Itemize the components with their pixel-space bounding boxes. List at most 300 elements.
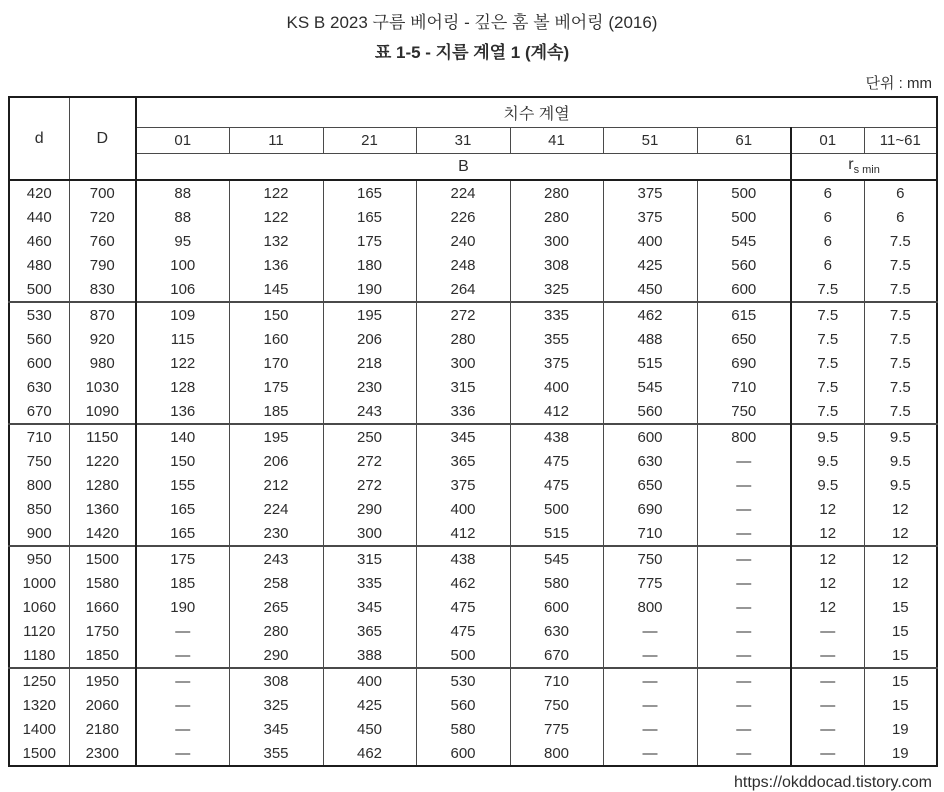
cell: 615 [697, 302, 791, 327]
cell: 132 [229, 229, 323, 253]
cell: 650 [603, 473, 697, 497]
cell: 315 [416, 375, 510, 399]
cell: 7.5 [791, 327, 864, 351]
cell: 6 [791, 229, 864, 253]
cell: — [136, 668, 229, 693]
table-row [9, 449, 937, 473]
rs-col-11-61: 11~61 [864, 128, 937, 154]
cell: 710 [9, 424, 69, 449]
cell: 850 [9, 497, 69, 521]
cell: 290 [229, 643, 323, 668]
cell: 750 [697, 399, 791, 424]
cell: 15 [864, 693, 937, 717]
cell: 800 [603, 595, 697, 619]
cell: — [603, 717, 697, 741]
cell: 1660 [69, 595, 136, 619]
cell: 19 [864, 741, 937, 766]
table-title: 표 1-5 - 지름 계열 1 (계속) [374, 43, 570, 62]
cell: 400 [510, 375, 603, 399]
cell: 300 [323, 521, 416, 546]
cell: 7.5 [864, 229, 937, 253]
cell: 700 [69, 180, 136, 205]
cell: 272 [416, 302, 510, 327]
cell: 355 [510, 327, 603, 351]
cell: 345 [323, 595, 416, 619]
cell: 218 [323, 351, 416, 375]
cell: — [136, 693, 229, 717]
cell: 710 [510, 668, 603, 693]
cell: 155 [136, 473, 229, 497]
cell: 775 [603, 571, 697, 595]
series-col-61: 61 [697, 128, 791, 154]
cell: 2300 [69, 741, 136, 766]
cell: 388 [323, 643, 416, 668]
cell: 1250 [9, 668, 69, 693]
cell: 1180 [9, 643, 69, 668]
bearing-dimension-table [8, 96, 938, 767]
cell: 545 [603, 375, 697, 399]
cell: 19 [864, 717, 937, 741]
cell: 560 [416, 693, 510, 717]
cell: 335 [510, 302, 603, 327]
cell: 122 [229, 205, 323, 229]
cell: 438 [510, 424, 603, 449]
cell: 206 [229, 449, 323, 473]
series-col-01: 01 [136, 128, 229, 154]
cell: 600 [9, 351, 69, 375]
cell: 580 [416, 717, 510, 741]
cell: 195 [323, 302, 416, 327]
cell: — [791, 643, 864, 668]
cell: — [697, 473, 791, 497]
source-link[interactable]: https://okddocad.tistory.com [733, 774, 932, 791]
cell: 7.5 [791, 399, 864, 424]
cell: 145 [229, 277, 323, 302]
cell: 272 [323, 473, 416, 497]
cell: 88 [136, 205, 229, 229]
table-row [9, 595, 937, 619]
cell: 230 [229, 521, 323, 546]
cell: 15 [864, 595, 937, 619]
cell: 150 [136, 449, 229, 473]
cell: 375 [603, 180, 697, 205]
cell: — [697, 717, 791, 741]
table-row [9, 302, 937, 327]
cell: 9.5 [791, 449, 864, 473]
cell: 150 [229, 302, 323, 327]
cell: 545 [510, 546, 603, 571]
cell: 530 [9, 302, 69, 327]
cell: 290 [323, 497, 416, 521]
cell: 185 [229, 399, 323, 424]
cell: — [603, 693, 697, 717]
cell: 7.5 [791, 351, 864, 375]
cell: — [791, 741, 864, 766]
cell: 6 [864, 180, 937, 205]
table-row [9, 546, 937, 571]
cell: 462 [416, 571, 510, 595]
cell: 12 [791, 521, 864, 546]
cell: 240 [416, 229, 510, 253]
cell: 750 [9, 449, 69, 473]
series-col-21: 21 [323, 128, 416, 154]
table-row [9, 375, 937, 399]
cell: 1220 [69, 449, 136, 473]
cell: 280 [510, 180, 603, 205]
cell: 462 [323, 741, 416, 766]
cell: 315 [323, 546, 416, 571]
table-row [9, 643, 937, 668]
cell: 600 [416, 741, 510, 766]
cell: 460 [9, 229, 69, 253]
cell: 1950 [69, 668, 136, 693]
cell: 670 [510, 643, 603, 668]
cell: 12 [864, 571, 937, 595]
cell: 690 [697, 351, 791, 375]
cell: 790 [69, 253, 136, 277]
cell: 122 [136, 351, 229, 375]
cell: 1500 [9, 741, 69, 766]
cell: 185 [136, 571, 229, 595]
table-row [9, 399, 937, 424]
width-header-B: B [136, 154, 791, 181]
cell: — [603, 741, 697, 766]
cell: — [697, 571, 791, 595]
cell: — [697, 497, 791, 521]
cell: — [791, 717, 864, 741]
cell: 375 [603, 205, 697, 229]
table-row [9, 424, 937, 449]
cell: 775 [510, 717, 603, 741]
rs-symbol: r [848, 156, 854, 174]
cell: 243 [229, 546, 323, 571]
cell: 325 [510, 277, 603, 302]
cell: 475 [510, 449, 603, 473]
cell: 12 [864, 546, 937, 571]
cell: 12 [791, 571, 864, 595]
cell: 2060 [69, 693, 136, 717]
cell: 1580 [69, 571, 136, 595]
table-row [9, 253, 937, 277]
cell: 190 [323, 277, 416, 302]
cell: 690 [603, 497, 697, 521]
cell: 12 [864, 521, 937, 546]
cell: 515 [603, 351, 697, 375]
cell: 1500 [69, 546, 136, 571]
cell: 15 [864, 619, 937, 643]
table-row [9, 327, 937, 351]
unit-label: 단위 : mm [865, 75, 932, 92]
cell: 400 [603, 229, 697, 253]
cell: 600 [603, 424, 697, 449]
cell: 500 [697, 180, 791, 205]
cell: 425 [323, 693, 416, 717]
cell: 300 [416, 351, 510, 375]
cell: 7.5 [864, 302, 937, 327]
cell: — [136, 741, 229, 766]
cell: 336 [416, 399, 510, 424]
cell: — [136, 619, 229, 643]
cell: 1320 [9, 693, 69, 717]
cell: 630 [603, 449, 697, 473]
cell: 1030 [69, 375, 136, 399]
cell: 600 [697, 277, 791, 302]
cell: 980 [69, 351, 136, 375]
cell: 670 [9, 399, 69, 424]
cell: 280 [416, 327, 510, 351]
cell: 1750 [69, 619, 136, 643]
table-row [9, 229, 937, 253]
cell: 224 [416, 180, 510, 205]
cell: — [603, 643, 697, 668]
cell: 265 [229, 595, 323, 619]
cell: 560 [9, 327, 69, 351]
cell: 6 [791, 253, 864, 277]
cell: 7.5 [864, 253, 937, 277]
series-col-41: 41 [510, 128, 603, 154]
cell: 308 [229, 668, 323, 693]
cell: 710 [603, 521, 697, 546]
cell: 272 [323, 449, 416, 473]
cell: 165 [323, 205, 416, 229]
table-row [9, 741, 937, 766]
cell: 500 [697, 205, 791, 229]
cell: 375 [510, 351, 603, 375]
cell: 475 [510, 473, 603, 497]
table-row [9, 205, 937, 229]
cell: 580 [510, 571, 603, 595]
cell: 750 [603, 546, 697, 571]
cell: 500 [9, 277, 69, 302]
cell: 355 [229, 741, 323, 766]
cell: — [136, 643, 229, 668]
cell: 560 [697, 253, 791, 277]
cell: 560 [603, 399, 697, 424]
table-row [9, 668, 937, 693]
cell: 15 [864, 668, 937, 693]
cell: — [697, 643, 791, 668]
table-row [9, 717, 937, 741]
table-row [9, 351, 937, 375]
cell: 175 [323, 229, 416, 253]
cell: 500 [510, 497, 603, 521]
cell: — [697, 595, 791, 619]
cell: 600 [510, 595, 603, 619]
cell: 462 [603, 302, 697, 327]
cell: 15 [864, 643, 937, 668]
cell: 12 [864, 497, 937, 521]
cell: 122 [229, 180, 323, 205]
cell: 750 [510, 693, 603, 717]
cell: 100 [136, 253, 229, 277]
cell: 720 [69, 205, 136, 229]
rs-subscript: s min [853, 164, 880, 177]
cell: 530 [416, 668, 510, 693]
cell: 258 [229, 571, 323, 595]
cell: 212 [229, 473, 323, 497]
cell: 6 [864, 205, 937, 229]
cell: 900 [9, 521, 69, 546]
cell: 243 [323, 399, 416, 424]
cell: 475 [416, 619, 510, 643]
cell: 165 [323, 180, 416, 205]
cell: 488 [603, 327, 697, 351]
cell: 9.5 [864, 424, 937, 449]
cell: 1400 [9, 717, 69, 741]
cell: 9.5 [791, 424, 864, 449]
table-row [9, 497, 937, 521]
table-row [9, 180, 937, 205]
cell: 345 [416, 424, 510, 449]
cell: — [697, 619, 791, 643]
cell: 950 [9, 546, 69, 571]
table-row [9, 693, 937, 717]
cell: 9.5 [791, 473, 864, 497]
cell: 230 [323, 375, 416, 399]
cell: 175 [136, 546, 229, 571]
cell: 224 [229, 497, 323, 521]
cell: 180 [323, 253, 416, 277]
cell: — [791, 619, 864, 643]
cell: 7.5 [864, 399, 937, 424]
cell: 412 [416, 521, 510, 546]
table-row [9, 473, 937, 497]
cell: 6 [791, 180, 864, 205]
dimension-series-header: 치수 계열 [136, 97, 937, 128]
cell: 450 [323, 717, 416, 741]
cell: 248 [416, 253, 510, 277]
cell: 2180 [69, 717, 136, 741]
cell: — [697, 693, 791, 717]
cell: 165 [136, 521, 229, 546]
cell: 1000 [9, 571, 69, 595]
cell: 7.5 [791, 302, 864, 327]
cell: 412 [510, 399, 603, 424]
cell: — [136, 717, 229, 741]
cell: 650 [697, 327, 791, 351]
table-row [9, 571, 937, 595]
series-col-11: 11 [229, 128, 323, 154]
cell: 195 [229, 424, 323, 449]
series-col-31: 31 [416, 128, 510, 154]
cell: 450 [603, 277, 697, 302]
cell: 515 [510, 521, 603, 546]
cell: — [697, 449, 791, 473]
cell: 264 [416, 277, 510, 302]
cell: 160 [229, 327, 323, 351]
cell: 95 [136, 229, 229, 253]
cell: 7.5 [864, 327, 937, 351]
cell: 280 [510, 205, 603, 229]
cell: 830 [69, 277, 136, 302]
cell: 12 [791, 595, 864, 619]
cell: 12 [791, 497, 864, 521]
cell: 136 [229, 253, 323, 277]
cell: 165 [136, 497, 229, 521]
cell: 175 [229, 375, 323, 399]
cell: 760 [69, 229, 136, 253]
cell: 9.5 [864, 449, 937, 473]
cell: 190 [136, 595, 229, 619]
cell: 1090 [69, 399, 136, 424]
cell: — [791, 668, 864, 693]
cell: 325 [229, 693, 323, 717]
cell: 375 [416, 473, 510, 497]
cell: 870 [69, 302, 136, 327]
cell: 475 [416, 595, 510, 619]
document-page [0, 8, 944, 792]
cell: 7.5 [864, 351, 937, 375]
cell: — [697, 521, 791, 546]
cell: 128 [136, 375, 229, 399]
cell: 500 [416, 643, 510, 668]
cell: 300 [510, 229, 603, 253]
cell: 920 [69, 327, 136, 351]
cell: 109 [136, 302, 229, 327]
cell: 545 [697, 229, 791, 253]
cell: 800 [9, 473, 69, 497]
cell: 365 [416, 449, 510, 473]
cell: 1060 [9, 595, 69, 619]
cell: 1360 [69, 497, 136, 521]
cell: — [603, 619, 697, 643]
rs-col-01: 01 [791, 128, 864, 154]
cell: 800 [697, 424, 791, 449]
cell: 480 [9, 253, 69, 277]
cell: 800 [510, 741, 603, 766]
table-row [9, 619, 937, 643]
cell: 1120 [9, 619, 69, 643]
table-row [9, 521, 937, 546]
rs-min-header [791, 154, 937, 181]
cell: 345 [229, 717, 323, 741]
cell: 308 [510, 253, 603, 277]
cell: 425 [603, 253, 697, 277]
cell: 106 [136, 277, 229, 302]
document-title: KS B 2023 구름 베어링 - 깊은 홈 볼 베어링 (2016) [286, 13, 658, 32]
cell: 420 [9, 180, 69, 205]
cell: 140 [136, 424, 229, 449]
cell: 136 [136, 399, 229, 424]
cell: 710 [697, 375, 791, 399]
cell: 88 [136, 180, 229, 205]
table-row [9, 277, 937, 302]
cell: 12 [791, 546, 864, 571]
cell: 1420 [69, 521, 136, 546]
cell: 440 [9, 205, 69, 229]
cell: — [791, 693, 864, 717]
cell: 250 [323, 424, 416, 449]
cell: 7.5 [791, 375, 864, 399]
cell: 6 [791, 205, 864, 229]
cell: 1280 [69, 473, 136, 497]
cell: 630 [9, 375, 69, 399]
cell: 438 [416, 546, 510, 571]
cell: 9.5 [864, 473, 937, 497]
cell: 226 [416, 205, 510, 229]
cell: 365 [323, 619, 416, 643]
cell: 206 [323, 327, 416, 351]
cell: 335 [323, 571, 416, 595]
cell: 170 [229, 351, 323, 375]
cell: 280 [229, 619, 323, 643]
table-body [9, 180, 937, 766]
cell: 115 [136, 327, 229, 351]
cell: — [603, 668, 697, 693]
col-header-D: D [69, 97, 136, 180]
cell: 7.5 [791, 277, 864, 302]
cell: 1150 [69, 424, 136, 449]
